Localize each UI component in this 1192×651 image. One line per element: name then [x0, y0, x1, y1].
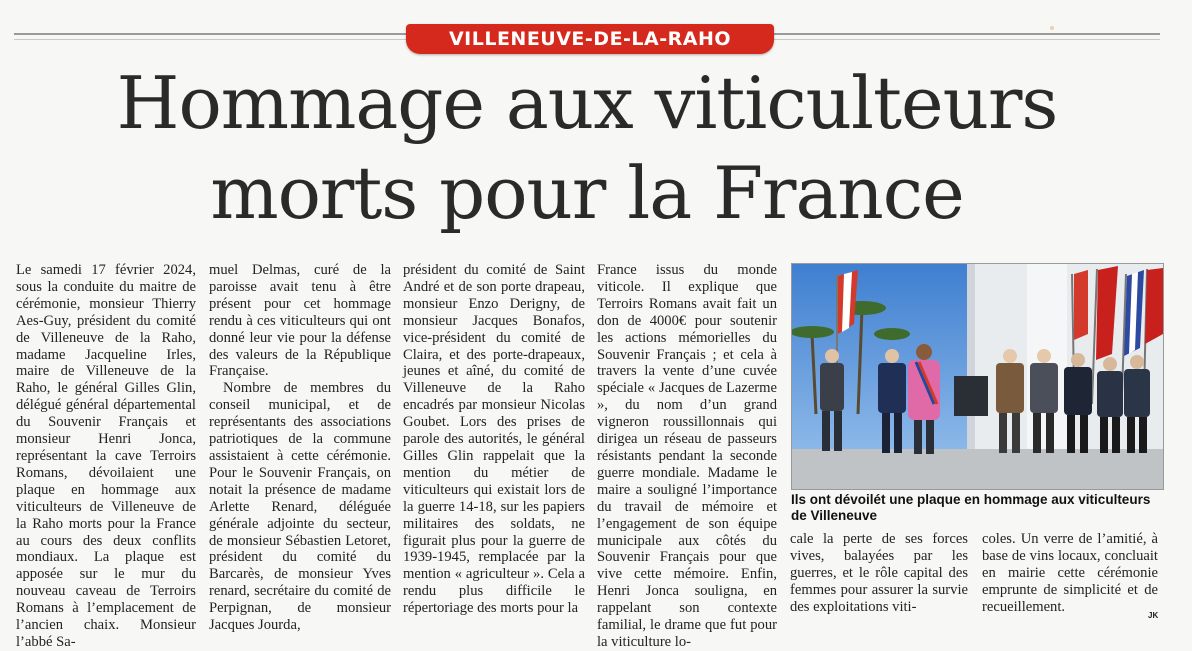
column-5 — [790, 531, 968, 616]
paragraph: muel Delmas, curé de la paroisse avait tenu à être présent pour cet hommage rendu à ces viticulteurs qui ont donné leur vie pour la défense des valeurs de la République Française. — [209, 262, 391, 380]
author-signature: JK — [1148, 611, 1159, 620]
decorative-dot — [1050, 26, 1054, 30]
paragraph: Nombre de membres du conseil municipal, et de représentants des associations patriotiques de la commune assistaient à cette cérémonie. Pour le Souvenir Français, on notait la présence de madame Arlette Renard, déléguée générale adjointe du secteur, de monsieur Sébastien Letoret, président du comité du Barcarès, de monsieur Yves renard, secrétaire du comité de Perpignan, de monsieur Jacques Jourda, — [209, 380, 391, 634]
article-photo — [791, 263, 1164, 490]
paragraph: coles. Un verre de l’amitié, à base de vins locaux, concluait en mairie cette cérémonie emprunte de simplicité et de recueillement. — [982, 531, 1158, 615]
ceremony-photo-illustration — [792, 264, 1163, 489]
section-kicker — [406, 24, 774, 54]
column-1 — [16, 262, 196, 651]
paragraph: Le samedi 17 février 2024, sous la conduite du maitre de cérémonie, monsieur Thierry Aes-Guy, président du comité de Villeneuve de la Raho, madame Jacqueline Irles, maire de Villeneuve de la Raho, le général Gilles Glin, délégué général départemental du Souvenir Français et monsieur Henri Jonca, représentant la cave Terroirs Romans, dévoilaient une plaque en hommage aux viticulteurs de Villeneuve de la Raho morts pour la France au cours des deux conflits mondiaux. La plaque est apposée sur le mur du nouveau caveau de Terroirs Romans à l’emplacement de l’ancien chaix. Monsieur l’abbé Sa- — [16, 262, 196, 650]
paragraph: France issus du monde viticole. Il explique que Terroirs Romans avait fait un don de 4000€ pour soutenir les actions mémorielles du Souvenir Français ; et cela à travers la vente d’une cuvée spéciale « Jacques de Lazerme », du nom d’un grand vigneron roussillonnais qui dirigea un réseau de passeurs résistants pendant la seconde guerre mondiale. Madame le maire a souligné l’importance du travail de mémoire et l’engagement de son équipe municipale aux côtés du Souvenir Français pour que vive cette mémoire. Enfin, Henri Jonca souligna, en rappelant son contexte familial, le drame que fut pour la viticulture lo- — [597, 262, 777, 650]
kicker-label: VILLENEUVE-DE-LA-RAHO — [448, 28, 732, 50]
column-4 — [597, 262, 777, 651]
headline: Hommage aux viticulteurs morts pour la France — [116, 61, 1058, 235]
column-3 — [403, 262, 585, 617]
column-6 — [982, 531, 1158, 616]
paragraph: président du comité de Saint André et de son porte drapeau, monsieur Enzo Derigny, de monsieur Jacques Bonafos, vice-président du comité de Claira, et des porte-drapeaux, jeunes et aîné, du comité de Villeneuve de la Raho encadrés par monsieur Nicolas Goubet. Lors des prises de parole des autorités, le général Gilles Glin rappelait que la mention du métier de viticulteurs qui existait lors de la guerre 14-18, sur les papiers militaires des soldats, ne figurait plus pour la guerre de 1939-1945, remplacée par la mention « agriculteur ». Cela a rendu plus difficile le répertoriage des morts pour la — [403, 262, 585, 617]
paragraph: cale la perte de ses forces vives, balayées par les guerres, et le rôle capital des femmes pour assurer la survie des exploitations viti- — [790, 531, 968, 615]
column-2 — [209, 262, 391, 634]
photo-caption: Ils ont dévoilét une plaque en hommage aux viticulteurs de Villeneuve — [791, 492, 1151, 523]
